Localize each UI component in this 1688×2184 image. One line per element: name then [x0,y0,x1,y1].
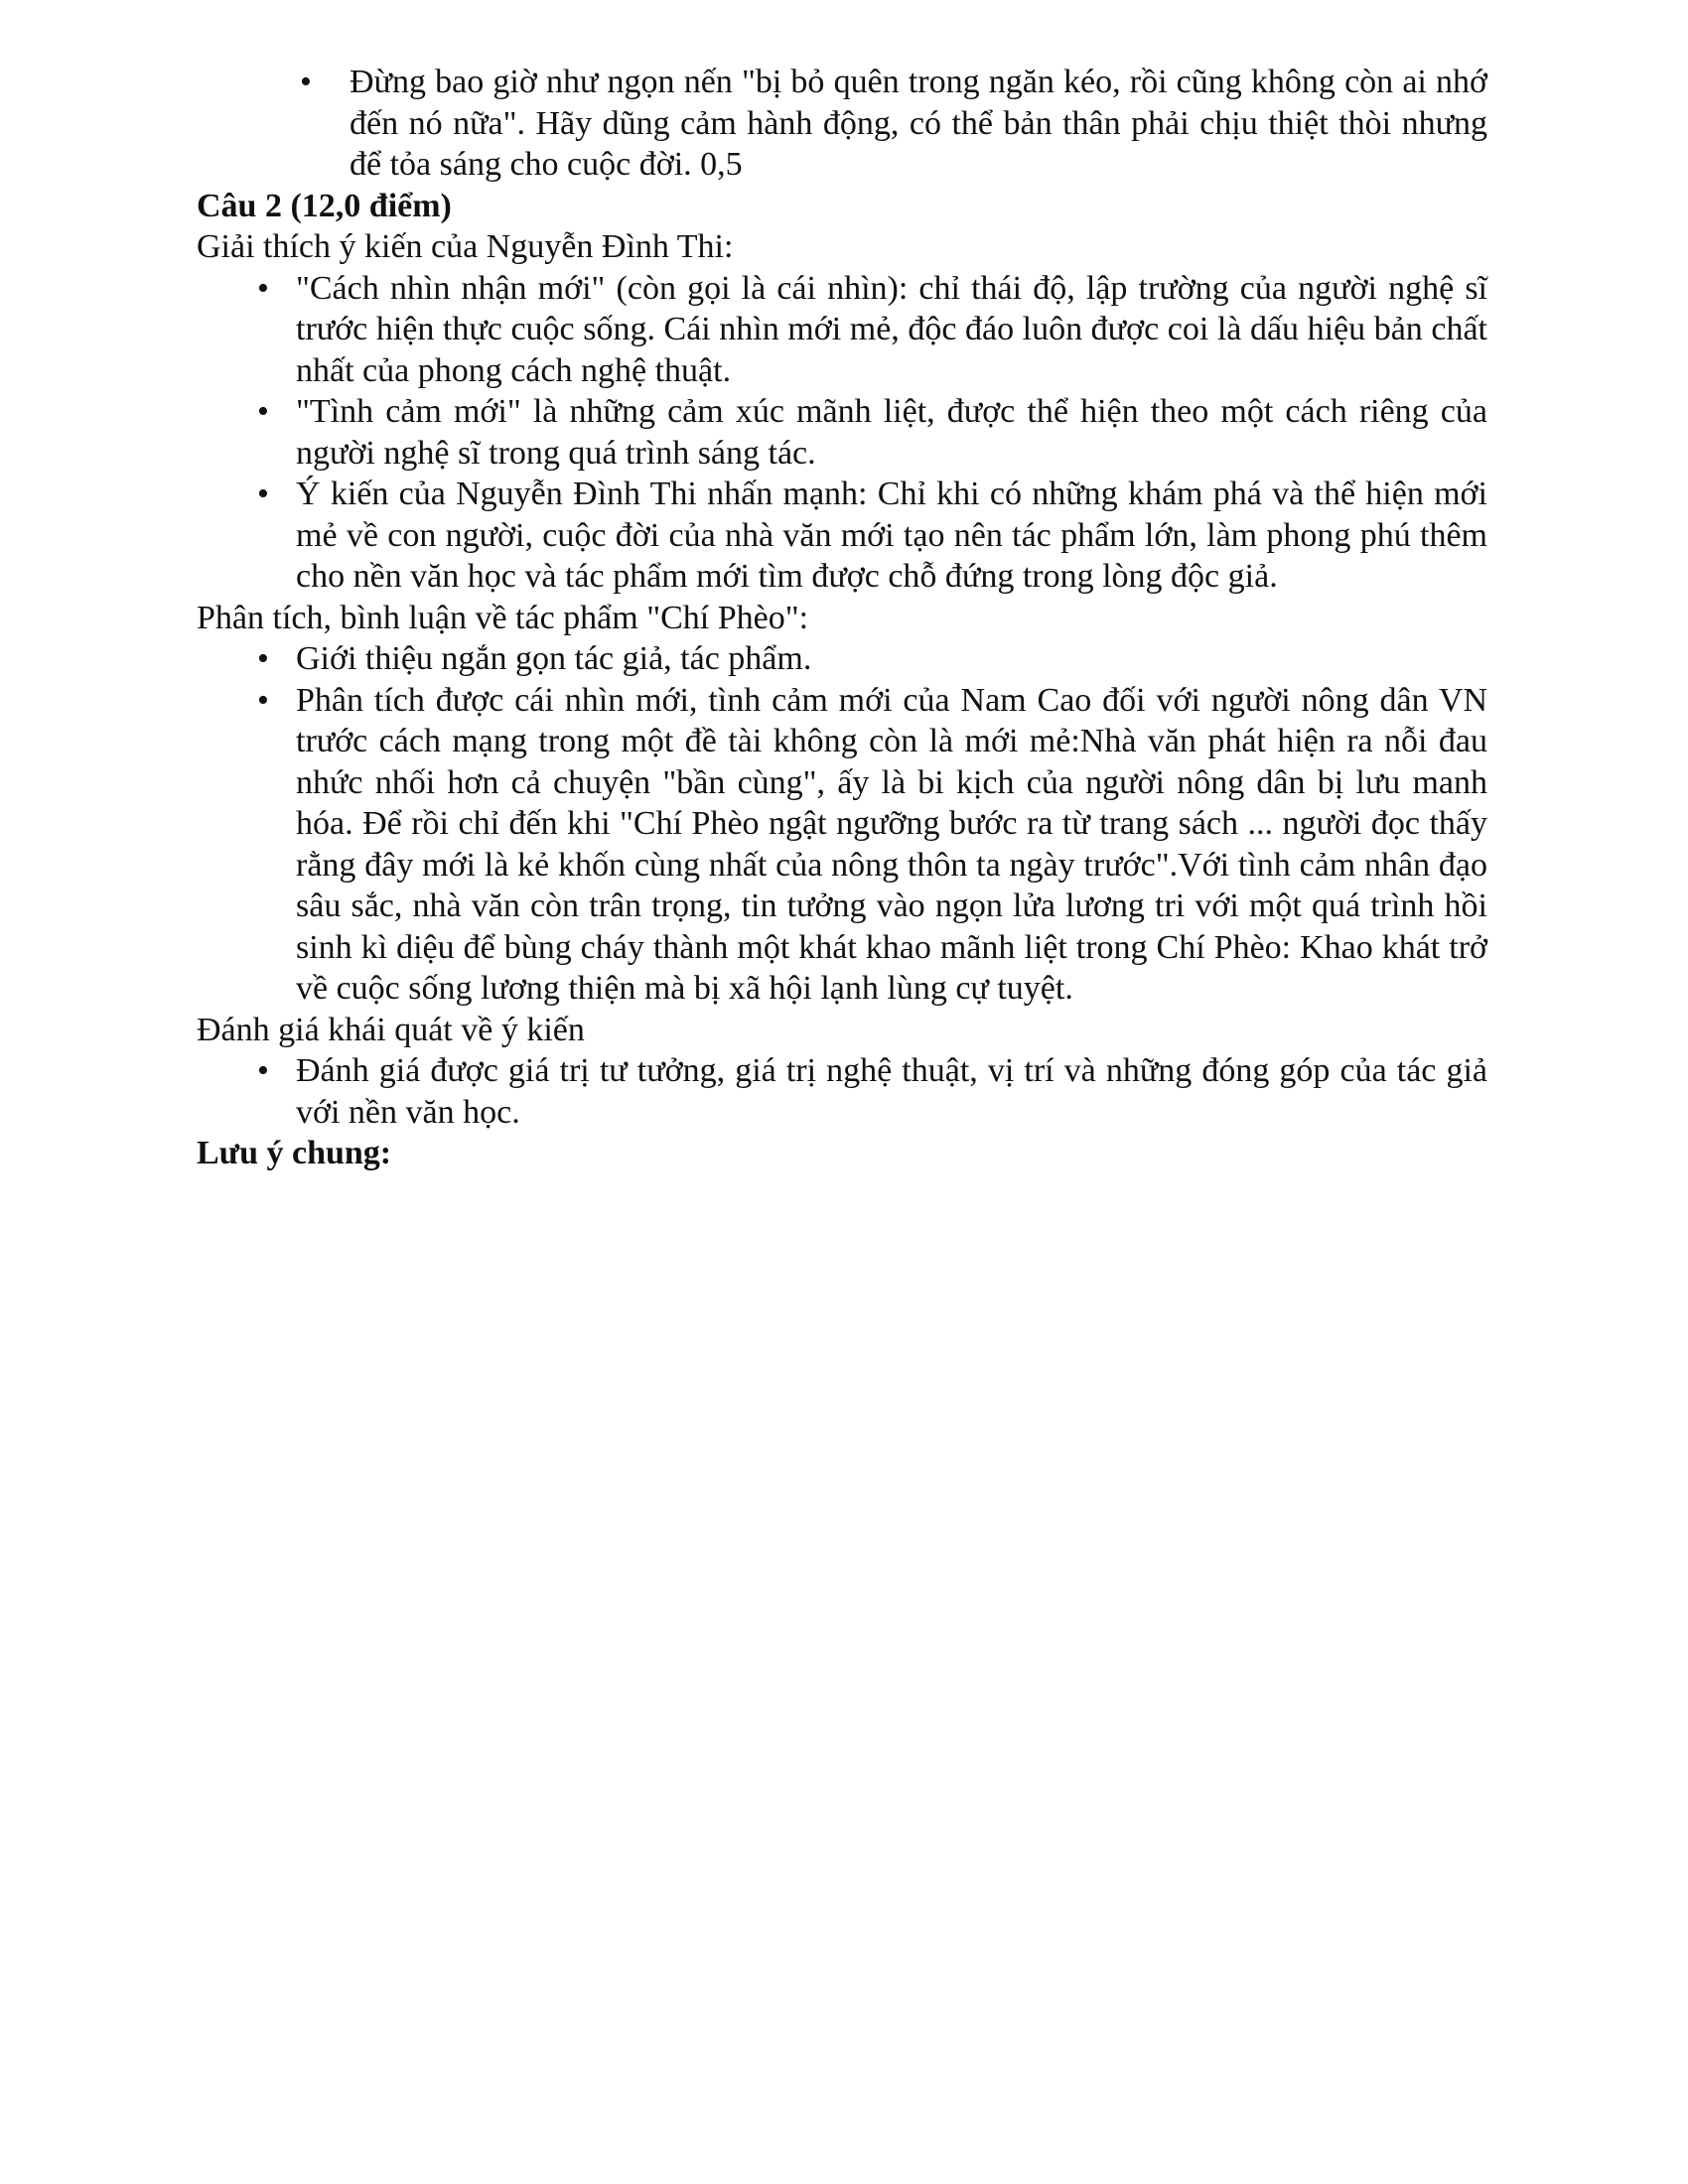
list-item [197,1050,1487,1133]
list-item-text: Giới thiệu ngắn gọn tác giả, tác phẩm. [296,640,812,677]
bullet-icon: • [257,1052,269,1089]
bullet-icon: • [257,269,269,307]
list-item-text: Phân tích được cái nhìn mới, tình cảm mới của Nam Cao đối với người nông dân VN trước cách mạng trong một đề tài không còn là mới mẻ:Nhà văn phát hiện ra nỗi đau nhức nhối hơn cả chuyện "bần cùng", ấy là bi kịch của người nông dân bị lưu manh hóa. Để rồi chỉ đến khi "Chí Phèo ngật ngưỡng bước ra từ trang sách ... người đọc thấy rằng đây mới là kẻ khốn cùng nhất của nông thôn ta ngày trước".Với tình cảm nhân đạo sâu sắc, nhà văn còn trân trọng, tin tưởng vào ngọn lửa lương tri với một quá trình hồi sinh kì diệu để bùng cháy thành một khát khao mãnh liệt trong Chí Phèo: Khao khát trở về cuộc sống lương thiện mà bị xã hội lạnh lùng cự tuyệt. [296,681,1487,1007]
section-heading-analysis: Phân tích, bình luận về tác phẩm "Chí Phèo": [197,599,809,636]
question-2-title: Câu 2 (12,0 điểm) [197,187,452,224]
analysis-bullet-list [197,638,1487,1010]
general-note-heading: Lưu ý chung: [197,1135,392,1171]
list-item [197,268,1487,392]
list-item [197,680,1487,1010]
intro-bullet-list [197,62,1487,186]
document-body [197,62,1487,1174]
list-item-text: Đừng bao giờ như ngọn nến "bị bỏ quên trong ngăn kéo, rồi cũng không còn ai nhớ đến nó nữa". Hãy dũng cảm hành động, có thể bản thân phải chịu thiệt thòi nhưng để tỏa sáng cho cuộc đời. 0,5 [350,64,1487,183]
bullet-icon: • [257,640,269,677]
list-item [197,62,1487,186]
list-item [197,474,1487,598]
bullet-icon: • [257,681,269,719]
list-item-text: Ý kiến của Nguyễn Đình Thi nhấn mạnh: Chỉ khi có những khám phá và thể hiện mới mẻ về con người, cuộc đời của nhà văn mới tạo nên tác phẩm lớn, làm phong phú thêm cho nền văn học và tác phẩm mới tìm được chỗ đứng trong lòng độc giả. [296,476,1487,595]
list-item-text: "Tình cảm mới" là những cảm xúc mãnh liệt, được thể hiện theo một cách riêng của người nghệ sĩ trong quá trình sáng tác. [296,393,1487,472]
list-item [197,638,1487,680]
bullet-icon: • [300,64,312,100]
explanation-bullet-list [197,268,1487,598]
list-item-text: Đánh giá được giá trị tư tưởng, giá trị nghệ thuật, vị trí và những đóng góp của tác giả với nền văn học. [296,1052,1487,1131]
bullet-icon: • [257,476,269,512]
evaluation-bullet-list [197,1050,1487,1133]
list-item [197,391,1487,474]
section-heading-explanation: Giải thích ý kiến của Nguyễn Đình Thi: [197,228,734,265]
section-heading-evaluation: Đánh giá khái quát về ý kiến [197,1011,585,1048]
list-item-text: "Cách nhìn nhận mới" (còn gọi là cái nhìn): chỉ thái độ, lập trường của người nghệ sĩ trước hiện thực cuộc sống. Cái nhìn mới mẻ, độc đáo luôn được coi là dấu hiệu bản chất nhất của phong cách nghệ thuật. [296,269,1487,389]
bullet-icon: • [257,393,269,430]
